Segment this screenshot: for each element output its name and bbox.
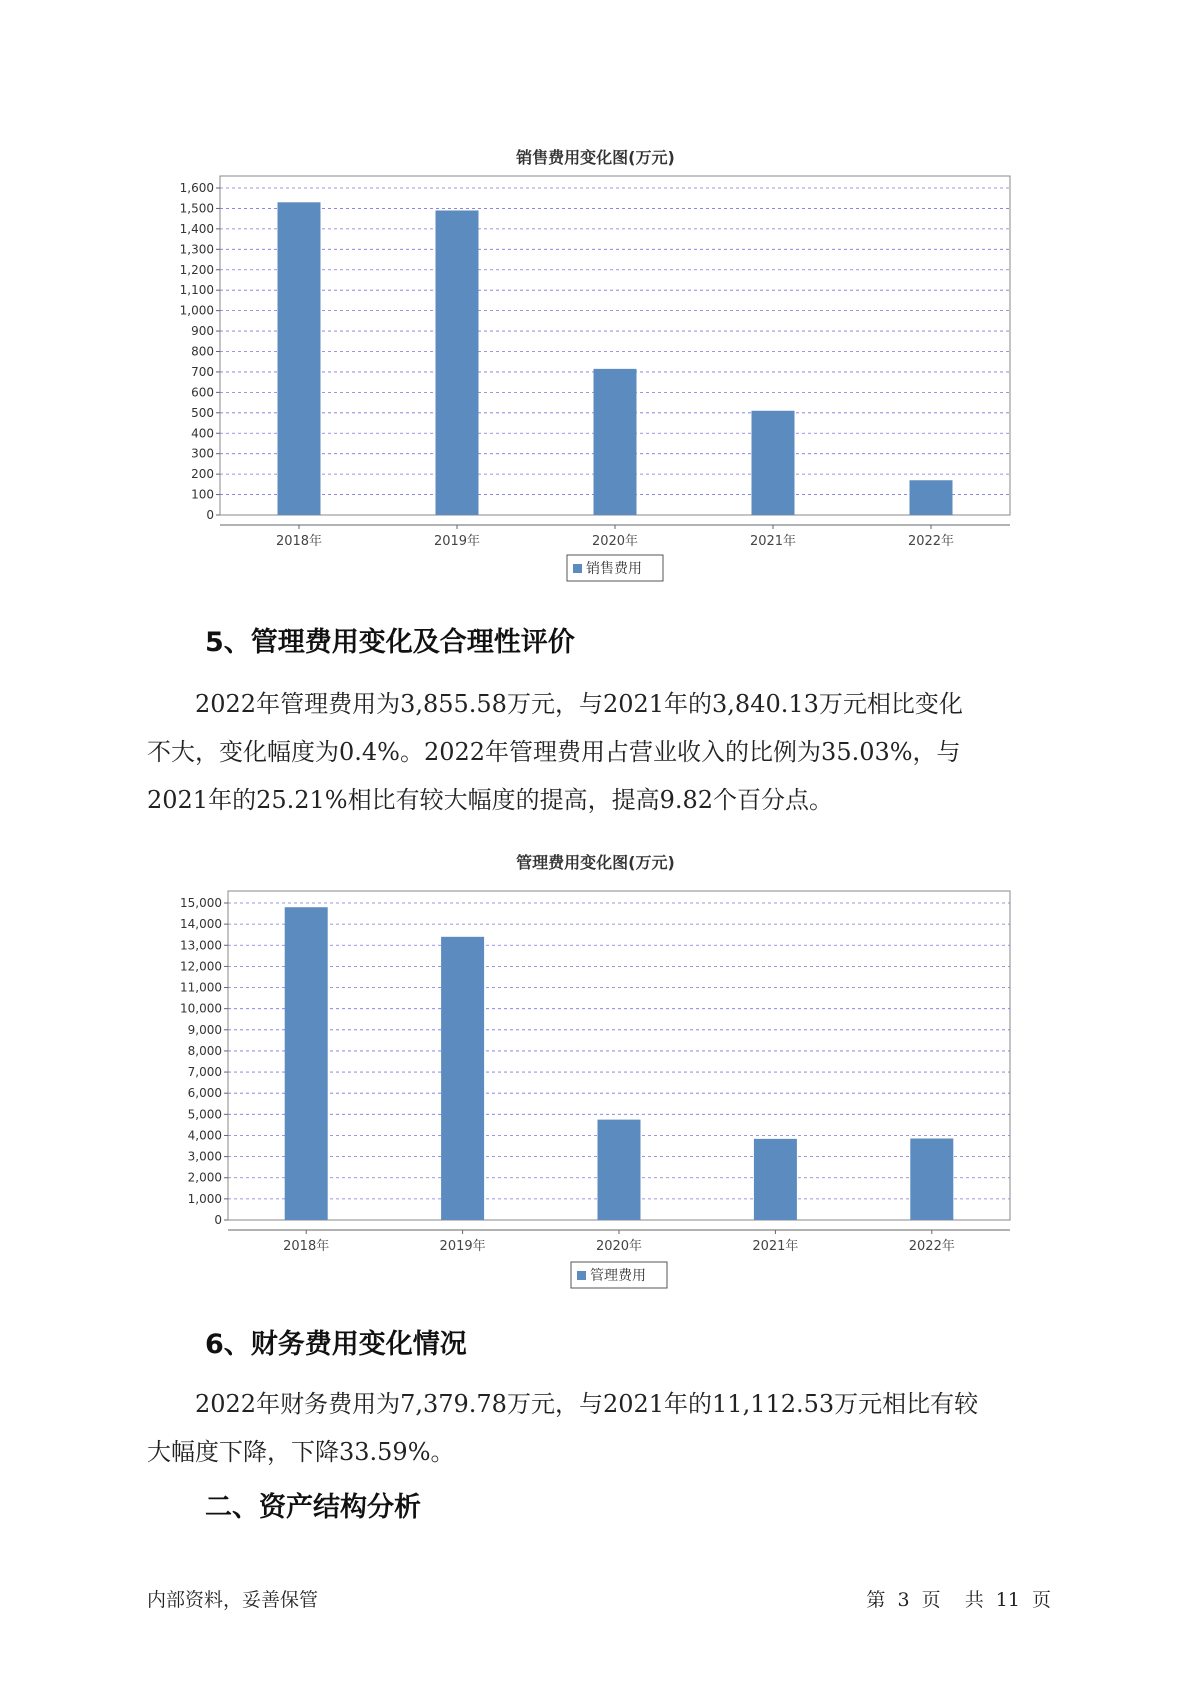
- y-tick-label: 10,000: [180, 1001, 222, 1016]
- y-tick-label: 9,000: [187, 1022, 222, 1037]
- x-tick-label: 2018年: [283, 1239, 330, 1254]
- footer-page-info: [860, 1585, 1051, 1612]
- y-tick-label: 7,000: [187, 1065, 222, 1080]
- y-tick-label: 100: [191, 487, 214, 502]
- y-tick-label: 1,000: [187, 1191, 222, 1206]
- y-tick-label: 13,000: [180, 938, 222, 953]
- y-tick-label: 8,000: [187, 1043, 222, 1058]
- y-tick-label: 1,100: [179, 283, 214, 298]
- admin-expense-chart: [0, 875, 1191, 1305]
- y-tick-label: 1,200: [179, 262, 214, 277]
- section-5-heading: 5、管理费用变化及合理性评价: [205, 627, 575, 658]
- y-tick-label: 4,000: [187, 1128, 222, 1143]
- bar: [594, 369, 637, 515]
- page-unit: 页: [921, 1589, 941, 1611]
- total-number: 11: [995, 1589, 1020, 1611]
- y-tick-label: 700: [191, 364, 214, 379]
- chart-title-sales-expense: 销售费用变化图(万元): [516, 148, 675, 167]
- bar: [752, 411, 795, 515]
- section-5-line: 不大，变化幅度为0.4%。2022年管理费用占营业收入的比例为35.03%，与: [147, 738, 961, 766]
- legend-label: 管理费用: [590, 1268, 646, 1284]
- x-tick-label: 2022年: [907, 534, 955, 549]
- y-tick-label: 5,000: [187, 1107, 222, 1122]
- y-tick-label: 400: [191, 426, 214, 441]
- section-6-line: 大幅度下降，下降33.59%。: [147, 1438, 455, 1466]
- bar: [285, 907, 328, 1220]
- x-tick-label: 2020年: [591, 534, 639, 549]
- x-tick-label: 2022年: [908, 1239, 955, 1254]
- bar: [436, 210, 479, 515]
- y-tick-label: 600: [191, 385, 214, 400]
- x-tick-label: 2020年: [595, 1239, 643, 1254]
- chart-title-admin-expense: 管理费用变化图(万元): [516, 853, 675, 872]
- y-tick-label: 800: [191, 344, 214, 359]
- bar: [441, 937, 484, 1220]
- bar: [598, 1120, 641, 1220]
- bar: [910, 1139, 953, 1220]
- y-tick-label: 12,000: [180, 959, 222, 974]
- y-tick-label: 6,000: [187, 1086, 222, 1101]
- page-number: 3: [897, 1589, 910, 1611]
- x-tick-label: 2021年: [752, 1239, 799, 1254]
- y-tick-label: 1,500: [179, 201, 214, 216]
- section-asset-structure-heading: 二、资产结构分析: [205, 1492, 421, 1523]
- section-6-paragraph: [147, 1380, 1057, 1476]
- y-tick-label: 1,400: [179, 221, 214, 236]
- y-tick-label: 500: [191, 405, 214, 420]
- legend-label: 销售费用: [586, 561, 642, 577]
- y-tick-label: 15,000: [180, 896, 222, 910]
- y-tick-label: 200: [191, 467, 214, 482]
- y-tick-label: 2,000: [187, 1170, 222, 1185]
- section-5-line: 2022年管理费用为3,855.58万元，与2021年的3,840.13万元相比变化: [147, 690, 963, 718]
- y-tick-label: 1,300: [179, 242, 214, 257]
- y-tick-label: 900: [191, 324, 214, 339]
- y-tick-label: 14,000: [180, 917, 222, 932]
- total-unit: 页: [1031, 1589, 1051, 1611]
- footer-confidential-note: 内部资料，妥善保管: [147, 1589, 319, 1611]
- x-tick-label: 2019年: [439, 1239, 486, 1254]
- x-tick-label: 2019年: [433, 534, 481, 549]
- y-tick-label: 1,000: [179, 303, 214, 318]
- y-tick-label: 0: [214, 1213, 222, 1227]
- total-label: 共: [964, 1589, 984, 1611]
- bar: [278, 202, 321, 515]
- y-tick-label: 3,000: [187, 1149, 222, 1164]
- legend-swatch: [577, 1271, 586, 1280]
- section-5-line: 2021年的25.21%相比有较大幅度的提高，提高9.82个百分点。: [147, 786, 834, 814]
- section-6-heading: 6、财务费用变化情况: [205, 1329, 467, 1360]
- page-label: 第: [866, 1589, 886, 1611]
- y-tick-label: 11,000: [180, 980, 222, 995]
- section-5-paragraph: [147, 680, 1057, 824]
- bar: [754, 1139, 797, 1220]
- section-6-line: 2022年财务费用为7,379.78万元，与2021年的11,112.53万元相比有较: [147, 1390, 979, 1418]
- x-tick-label: 2018年: [275, 534, 323, 549]
- y-tick-label: 300: [191, 446, 214, 461]
- sales-expense-chart: [0, 170, 1191, 590]
- y-tick-label: 1,600: [179, 181, 214, 195]
- legend-swatch: [573, 564, 582, 573]
- x-tick-label: 2021年: [749, 534, 797, 549]
- bar: [910, 480, 953, 515]
- y-tick-label: 0: [206, 508, 214, 522]
